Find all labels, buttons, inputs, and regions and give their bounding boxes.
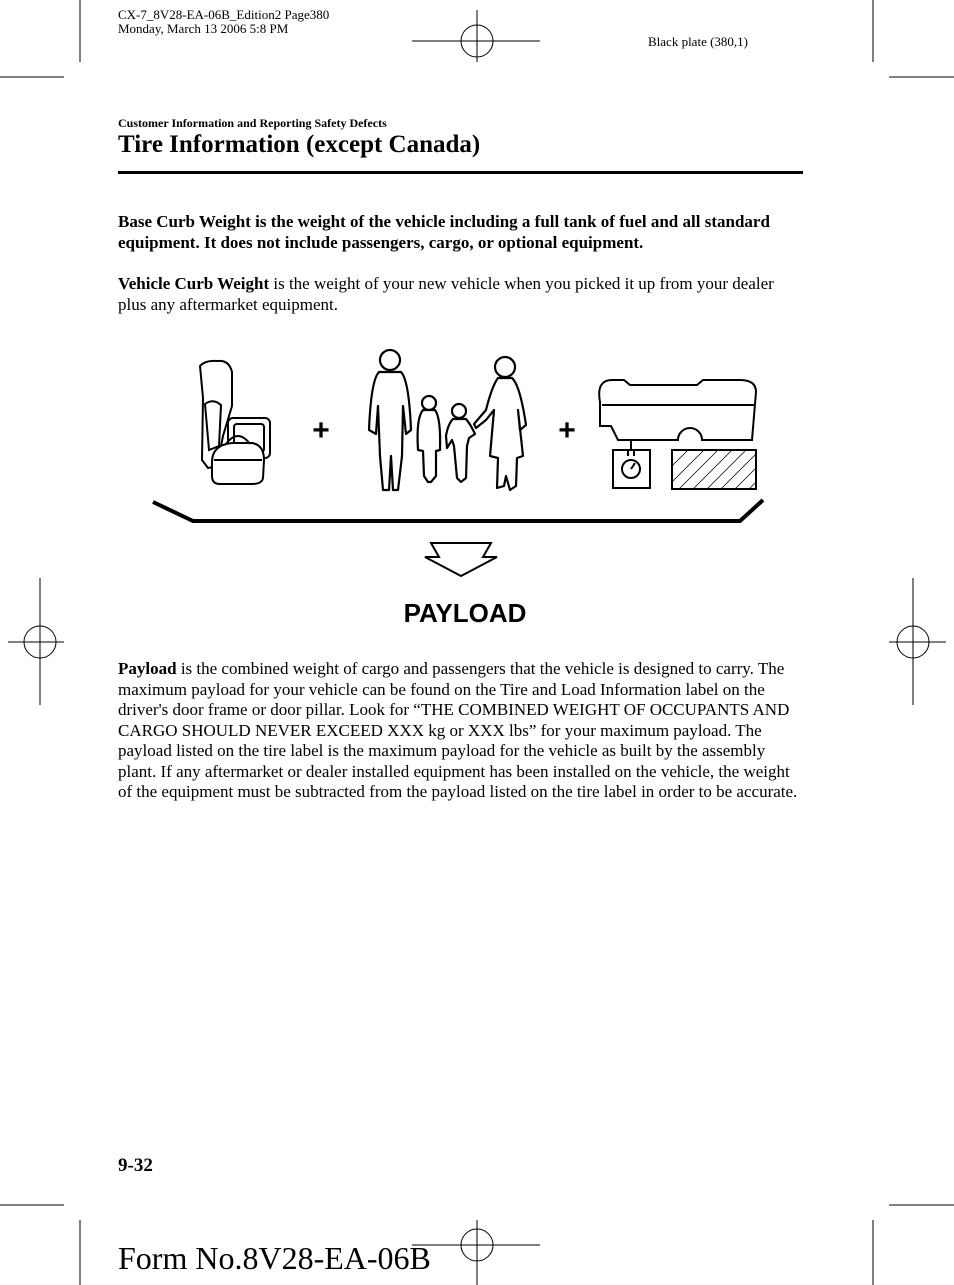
vehicle-on-scale-icon	[599, 380, 756, 489]
form-number: Form No.8V28-EA-06B	[118, 1240, 431, 1276]
print-info-line2: Monday, March 13 2006 5:8 PM	[118, 21, 289, 36]
luggage-icon	[200, 361, 270, 484]
payload-text: is the combined weight of cargo and passengers that the vehicle is designed to carry. The maximum payload for your vehicle can be found on the Tire and Load Information label on the driver's door frame or door pillar. Look for “THE COMBINED WEIGHT OF OCCUPANTS AND CARGO SHOULD NEVER EXCEED XXX kg or XXX lbs” for your maximum payload. The payload listed on the tire label is the maximum payload for the vehicle as built by the assembly plant. If any aftermarket or dealer installed equipment has been installed on the vehicle, the weight of the equipment must be subtracted from the payload listed on the tire label in order to be accurate.	[118, 659, 798, 801]
payload-figure	[150, 340, 780, 640]
plate-label: Black plate (380,1)	[648, 34, 748, 49]
down-arrow-icon	[425, 543, 497, 576]
print-info-line1: CX-7_8V28-EA-06B_Edition2 Page380	[118, 7, 330, 22]
payload-label: PAYLOAD	[403, 598, 527, 628]
page-title: Tire Information (except Canada)	[118, 131, 481, 158]
vehicle-curb-weight-paragraph	[118, 274, 804, 315]
plus-sign-2: +	[558, 414, 576, 447]
vehicle-curb-weight-term: Vehicle Curb Weight	[118, 274, 270, 293]
page-number: 9-32	[118, 1155, 153, 1176]
print-info	[118, 8, 329, 36]
payload-paragraph	[118, 659, 804, 803]
base-curb-weight-paragraph: Base Curb Weight is the weight of the vehicle including a full tank of fuel and all standard equipment. It does not include passengers, cargo, or optional equipment.	[118, 212, 770, 252]
section-label: Customer Information and Reporting Safety Defects	[118, 116, 387, 130]
bracket-line	[153, 500, 763, 521]
plus-sign-1: +	[312, 414, 330, 447]
title-rule	[118, 171, 803, 174]
payload-term: Payload	[118, 659, 177, 678]
family-icon	[369, 350, 526, 490]
vehicle-curb-weight-text: is the weight of your new vehicle when you picked it up from your dealer plus any aftermarket equipment.	[118, 274, 774, 314]
